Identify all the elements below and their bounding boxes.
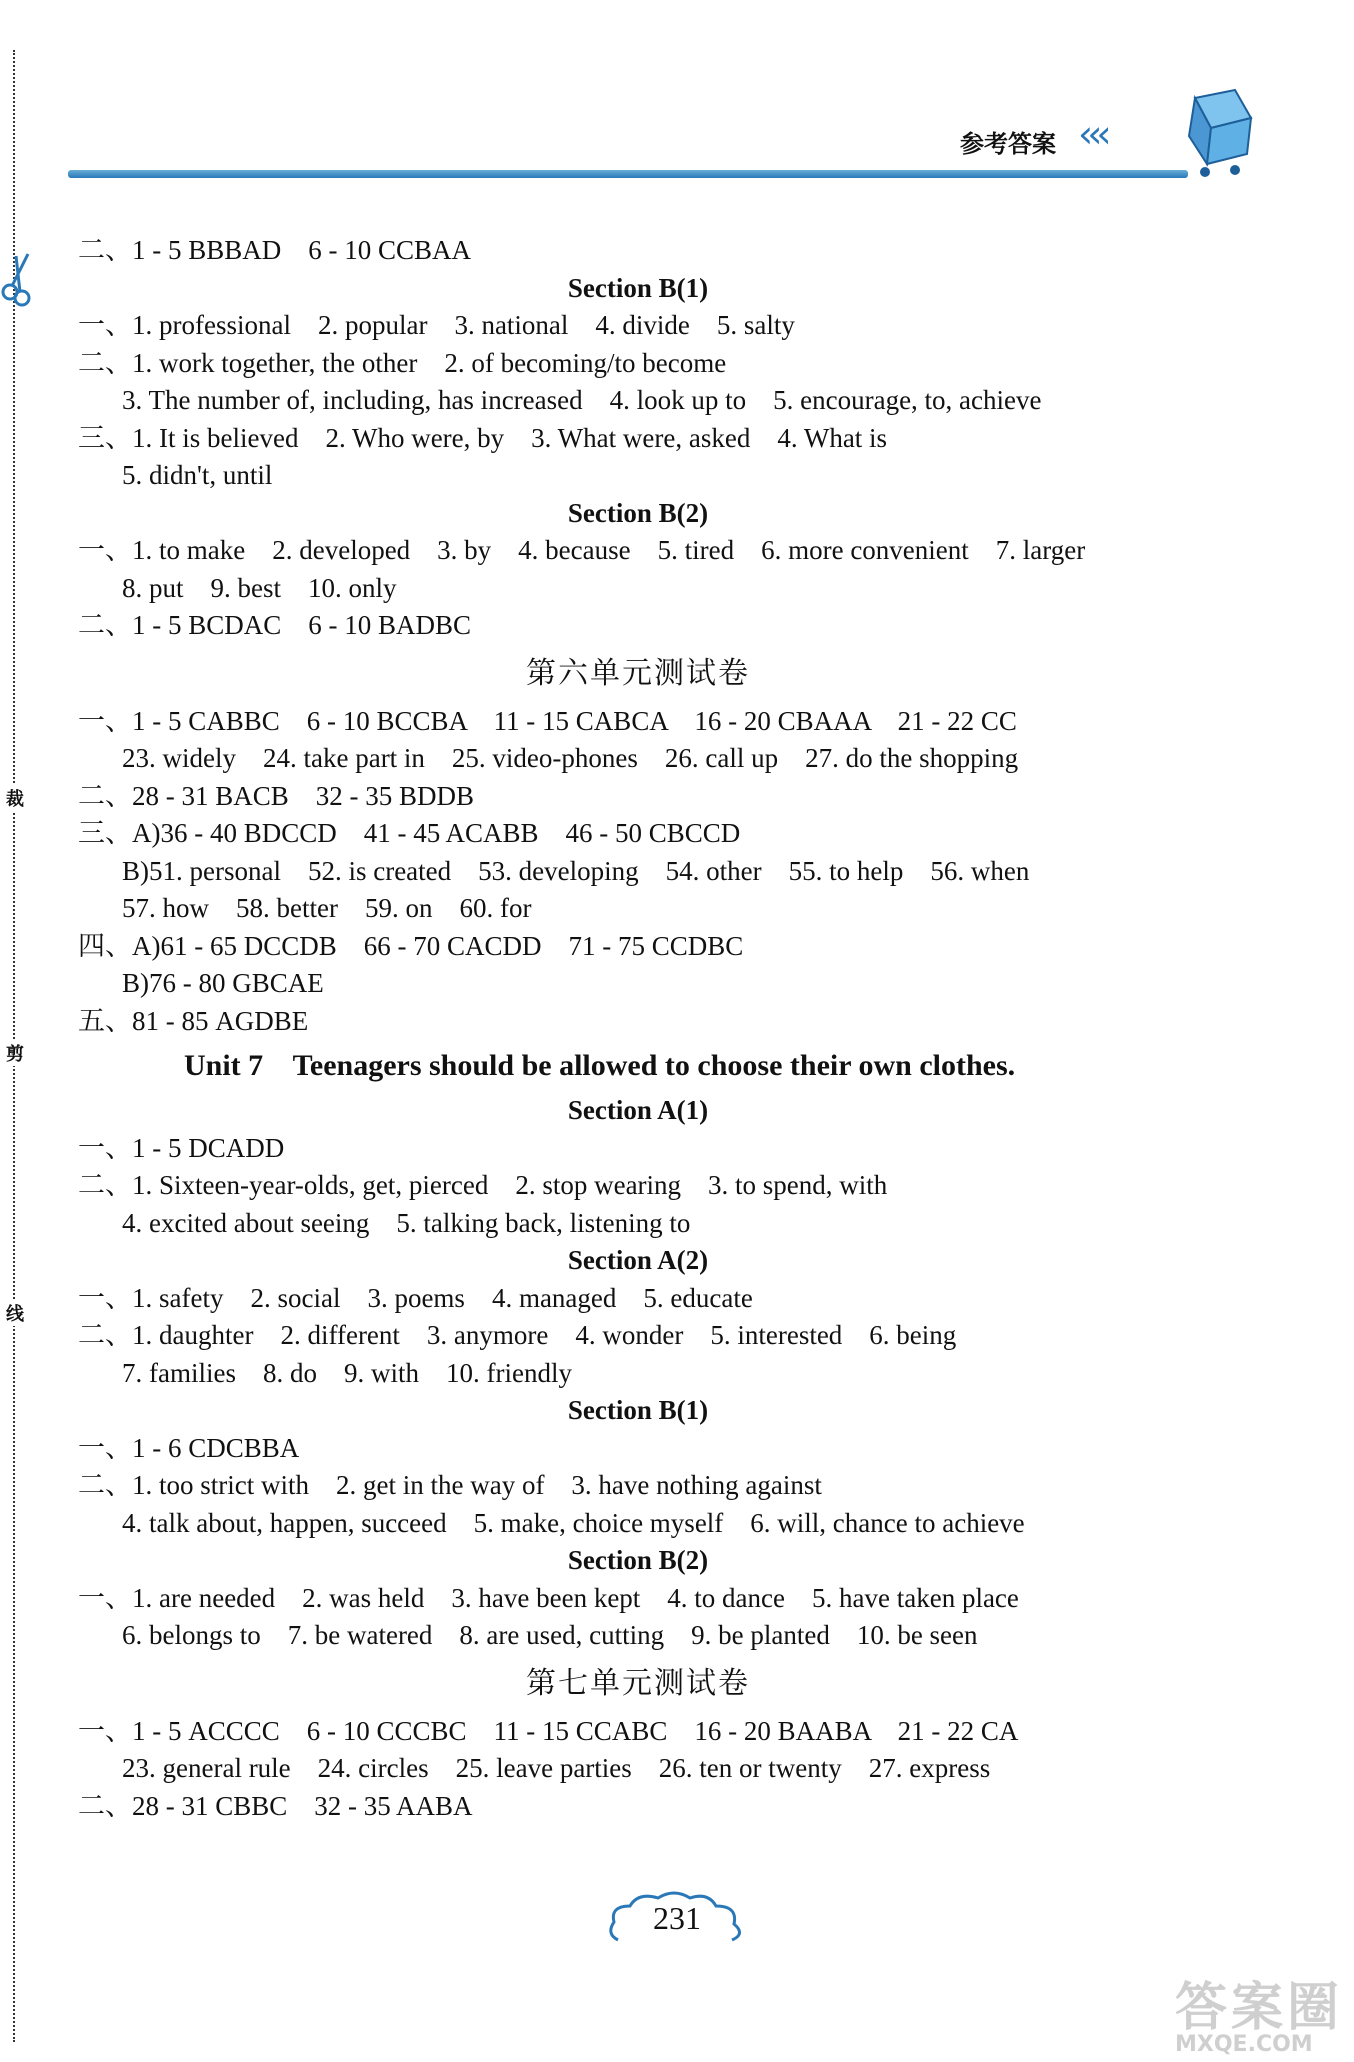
answer-line: 一、1. safety 2. social 3. poems 4. managed 5. educate bbox=[78, 1282, 753, 1313]
test-paper-title: 第六单元测试卷 bbox=[526, 655, 750, 691]
section-heading: Section B(2) bbox=[567, 1545, 709, 1575]
answer-line-indented: 57. how 58. better 59. on 60. for bbox=[122, 893, 532, 923]
unit-title: Unit 7 Teenagers should be allowed to choose their own clothes. bbox=[184, 1049, 1016, 1082]
answer-line-indented: 4. excited about seeing 5. talking back, listening to bbox=[122, 1207, 691, 1238]
answer-line-indented: 23. general rule 24. circles 25. leave parties 26. ten or twenty 27. express bbox=[122, 1753, 991, 1783]
watermark-sub: MXQE.COM bbox=[1175, 2032, 1313, 2057]
answer-line: 二、28 - 31 CBBC 32 - 35 AABA bbox=[78, 1790, 473, 1821]
answer-line: 一、1 - 5 ACCCC 6 - 10 CCCBC 11 - 15 CCABC 16 - 20 BAABA 21 - 22 CA bbox=[78, 1715, 1019, 1746]
answer-content bbox=[78, 232, 1198, 1825]
header-label: 参考答案 bbox=[960, 130, 1056, 158]
answer-line-indented: 5. didn't, until bbox=[122, 460, 273, 490]
section-heading: Section B(1) bbox=[567, 1395, 709, 1425]
answer-line-indented: B)51. personal 52. is created 53. developing 54. other 55. to help 56. when bbox=[122, 855, 1030, 886]
answer-line: 一、1. professional 2. popular 3. national 4. divide 5. salty bbox=[78, 310, 795, 340]
answer-line-indented: 7. families 8. do 9. with 10. friendly bbox=[122, 1357, 572, 1388]
answer-line-indented: 8. put 9. best 10. only bbox=[122, 572, 397, 603]
side-label-cut: 裁 bbox=[6, 785, 24, 811]
answer-line: 五、81 - 85 AGDBE bbox=[78, 1005, 309, 1036]
answer-line: 四、A)61 - 65 DCCDB 66 - 70 CACDD 71 - 75 CCDBC bbox=[78, 930, 744, 961]
answer-line: 二、1. Sixteen-year-olds, get, pierced 2. stop wearing 3. to spend, with bbox=[78, 1170, 888, 1200]
section-heading: Section A(2) bbox=[567, 1245, 709, 1275]
answer-line: 一、1 - 5 DCADD bbox=[78, 1132, 285, 1163]
answer-line: 三、A)36 - 40 BDCCD 41 - 45 ACABB 46 - 50 CBCCD bbox=[78, 818, 741, 848]
answer-line-indented: 6. belongs to 7. be watered 8. are used, cutting 9. be planted 10. be seen bbox=[122, 1620, 978, 1650]
answer-line-indented: B)76 - 80 GBCAE bbox=[122, 968, 324, 998]
answer-line: 二、1 - 5 BCDAC 6 - 10 BADBC bbox=[78, 610, 472, 640]
answer-line: 一、1 - 6 CDCBBA bbox=[78, 1432, 300, 1463]
answer-line: 一、1. to make 2. developed 3. by 4. because 5. tired 6. more convenient 7. larger bbox=[78, 535, 1086, 565]
watermark-main: 答案圈 bbox=[1175, 1978, 1344, 2038]
answer-line-indented: 4. talk about, happen, succeed 5. make, choice myself 6. will, chance to achieve bbox=[122, 1507, 1025, 1538]
side-label-trim: 剪 bbox=[6, 1040, 24, 1066]
watermark-logo bbox=[1175, 1965, 1343, 2057]
answer-line: 二、1. work together, the other 2. of becoming/to become bbox=[78, 347, 727, 378]
answer-line-indented: 23. widely 24. take part in 25. video-phones 26. call up 27. do the shopping bbox=[122, 743, 1019, 773]
section-heading: Section B(2) bbox=[567, 497, 709, 528]
section-heading: Section B(1) bbox=[567, 272, 709, 303]
test-paper-title: 第七单元测试卷 bbox=[526, 1665, 750, 1701]
answer-line: 一、1 - 5 CABBC 6 - 10 BCCBA 11 - 15 CABCA 16 - 20 CBAAA 21 - 22 CC bbox=[78, 705, 1017, 736]
page-number: 231 bbox=[653, 1900, 701, 1936]
answer-line: 一、1. are needed 2. was held 3. have been kept 4. to dance 5. have taken place bbox=[78, 1582, 1019, 1613]
answer-line: 二、1. daughter 2. different 3. anymore 4. wonder 5. interested 6. being bbox=[78, 1320, 957, 1350]
chevrons-icon: ‹‹‹ bbox=[1078, 112, 1106, 156]
answer-line: 二、1. too strict with 2. get in the way of 3. have nothing against bbox=[78, 1470, 822, 1500]
cube-mascot-icon bbox=[1175, 88, 1255, 178]
header-rule bbox=[68, 170, 1188, 178]
answer-line-indented: 3. The number of, including, has increased 4. look up to 5. encourage, to, achieve bbox=[122, 385, 1042, 415]
side-label-line: 线 bbox=[6, 1300, 24, 1326]
answer-line: 二、1 - 5 BBBAD 6 - 10 CCBAA bbox=[78, 235, 472, 265]
scissors-icon bbox=[0, 250, 34, 310]
section-heading: Section A(1) bbox=[567, 1095, 709, 1125]
answer-line: 二、28 - 31 BACB 32 - 35 BDDB bbox=[78, 780, 475, 811]
answer-line: 三、1. It is believed 2. Who were, by 3. What were, asked 4. What is bbox=[78, 422, 888, 453]
